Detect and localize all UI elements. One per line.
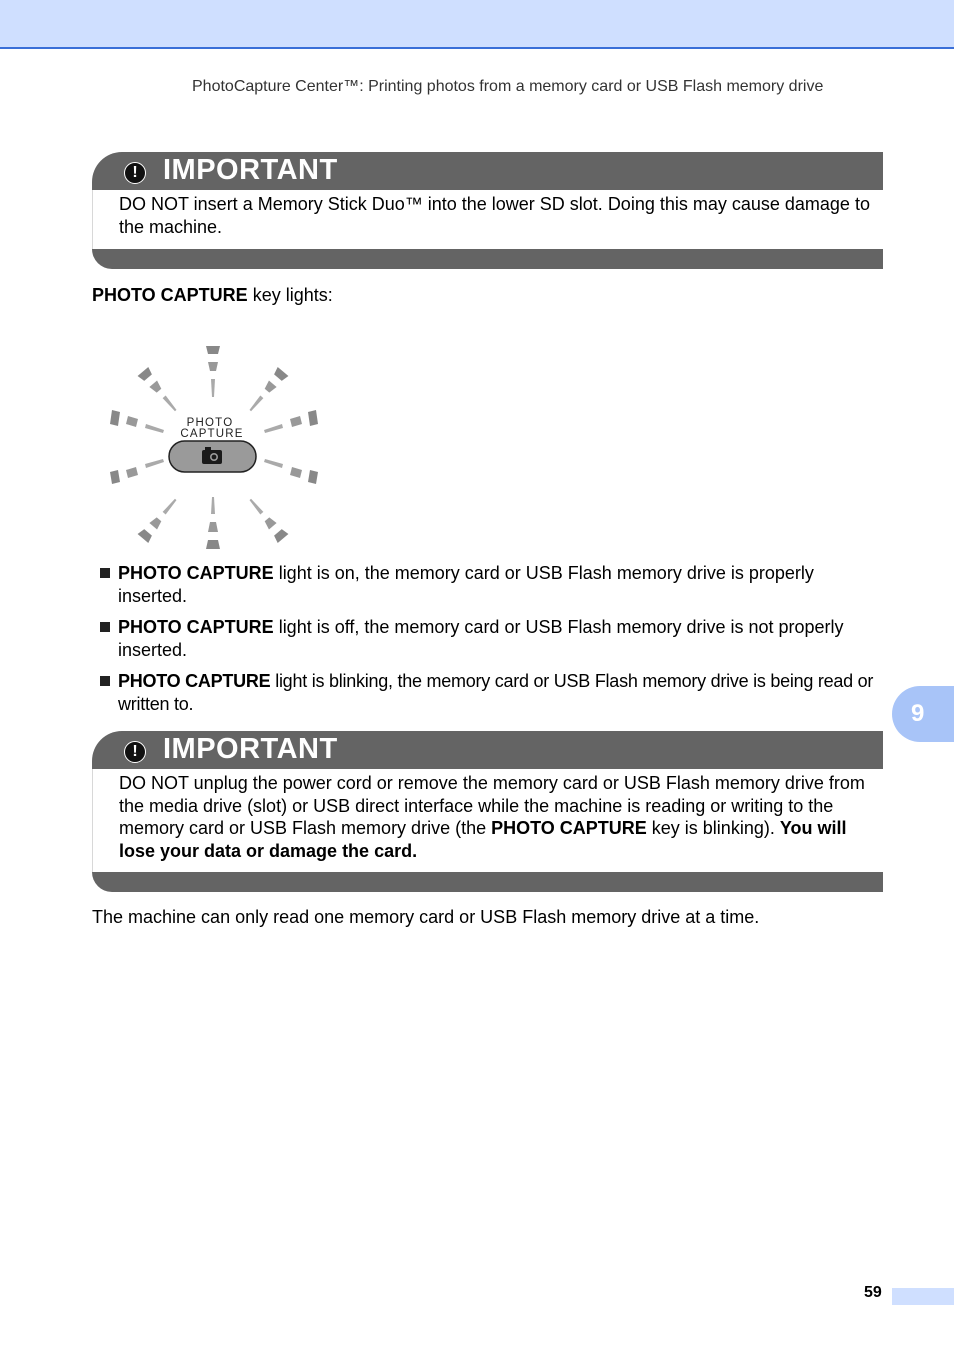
photo-capture-key-figure [108, 342, 320, 552]
list-item [100, 562, 880, 607]
bullet-text: light is off, the memory card or USB Flash memory drive is not properly inserted. [118, 617, 844, 660]
running-header: PhotoCapture Center™: Printing photos from a memory card or USB Flash memory drive [192, 78, 824, 95]
important-footer-bar [92, 872, 883, 892]
bullet-key: PHOTO CAPTURE [118, 563, 274, 583]
important-header [92, 152, 883, 190]
bullet-text: light is blinking, the memory card or USB Flash memory drive is being read or written to. [118, 671, 874, 714]
important-body [92, 190, 883, 249]
exclamation-icon: ! [124, 162, 146, 184]
important-text: DO NOT insert a Memory Stick Duo™ into the lower SD slot. Doing this may cause damage to the machine. [119, 194, 870, 237]
list-item [100, 670, 880, 715]
bullet-square-icon [100, 568, 110, 578]
chapter-tab: 9 [892, 686, 954, 742]
page-number-bar [892, 1288, 954, 1305]
important-box-1 [92, 152, 883, 249]
important-key-name: PHOTO CAPTURE [491, 818, 647, 838]
figure-label-photo: PHOTO [186, 417, 234, 429]
bullet-key: PHOTO CAPTURE [118, 617, 274, 637]
key-name: PHOTO CAPTURE [92, 285, 248, 305]
bullet-square-icon [100, 676, 110, 686]
key-lights-suffix: key lights: [247, 285, 333, 305]
important-box-2 [92, 731, 883, 872]
important-warning: You will lose your data or damage the card. [119, 818, 847, 861]
important-title: IMPORTANT [163, 733, 338, 765]
key-lights-line [92, 284, 333, 307]
important-title: IMPORTANT [163, 154, 338, 186]
list-item [100, 616, 880, 661]
bullet-key: PHOTO CAPTURE [118, 671, 271, 691]
page-number: 59 [864, 1284, 882, 1301]
important-header [92, 731, 883, 769]
exclamation-icon: ! [124, 741, 146, 763]
important-footer-bar [92, 249, 883, 269]
bullet-text: light is on, the memory card or USB Flash memory drive is properly inserted. [118, 563, 814, 606]
important-text: DO NOT unplug the power cord or remove the memory card or USB Flash memory drive from the media drive (slot) or USB direct interface while the machine is reading or writing to the memory card or USB Flash memory drive (the [119, 773, 865, 838]
bullet-square-icon [100, 622, 110, 632]
closing-paragraph: The machine can only read one memory card or USB Flash memory drive at a time. [92, 907, 760, 927]
important-text-middle: key is blinking). [646, 818, 780, 838]
figure-label-capture: CAPTURE [180, 428, 244, 440]
important-body [92, 769, 883, 872]
top-header-band [0, 0, 954, 49]
